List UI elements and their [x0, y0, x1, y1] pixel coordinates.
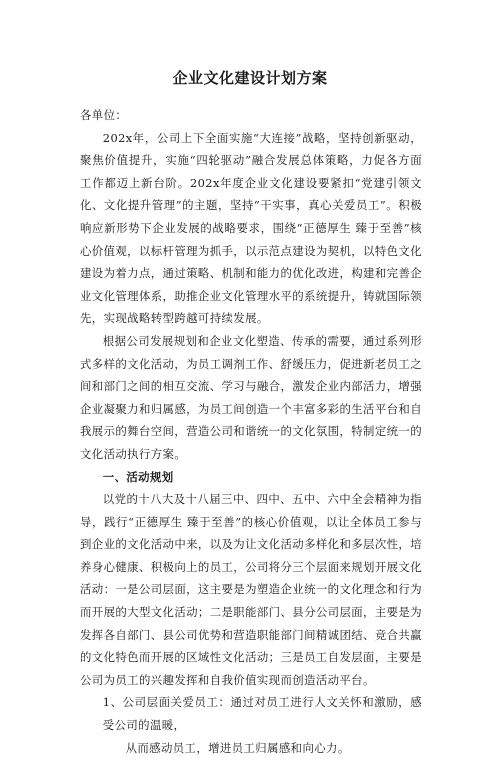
- document-body: [80, 104, 422, 759]
- paragraph-activity-plan: 以党的十八大及十八届三中、四中、五中、六中全会精神为指导，践行“正德厚生 臻于至善”的核心价值观，以让全体员工参与到企业的文化活动中来，以及为让文化活动多样化和多层次性，培养身心健康、积极向上的员工，公司将分三个层面来规划开展文化活动：一是公司层面，这主要是为塑造企业统一的文化理念和行为而开展的大型文化活动；二是职能部门、县分公司层面，主要是为发挥各自部门、县公司优势和营造职能部门间精诚团结、竞合共赢的文化特色而开展的区域性文化活动；三是员工自发层面，主要是公司为员工的兴趣发挥和自我价值实现而创造活动平台。: [80, 492, 422, 687]
- list-item-company-level: [80, 691, 422, 759]
- document-title: 企业文化建设计划方案: [172, 69, 328, 87]
- section-heading-activity-plan: 一、活动规划: [102, 469, 174, 484]
- paragraph-purpose: 根据公司发展规划和企业文化塑造、传承的需要，通过系列形式多样的文化活动，为员工调剂工作、舒缓压力，促进新老员工之间和部门之间的相互交流、学习与融合，激发企业内部活力，增强企业凝聚力和归属感，为员工间创造一个丰富多彩的生活平台和自我展示的舞台空间，营造公司和谐统一的文化氛围，特制定统一的文化活动执行方案。: [80, 333, 422, 461]
- list-item-line-2: 从而感动员工，增进员工归属感和向心力。: [125, 740, 350, 755]
- list-item-line-1: 1、公司层面关爱员工：通过对员工进行人文关怀和激励，感受公司的温暖，: [102, 695, 422, 733]
- paragraph-intro: 202x年，公司上下全面实施“大连接”战略，坚持创新驱动，聚焦价值提升，实施“四轮驱动”融合发展总体策略，力促各方面工作都迈上新台阶。202x年度企业文化建设要紧扣“党建引领文化、文化提升管理”的主题，坚持“干实事，真心关爱员工”。积极响应新形势下企业发展的战略要求，围绕“正德厚生 臻于至善”核心价值观，以标杆管理为抓手，以示范点建设为契机，以特色文化建设为着力点，通过策略、机制和能力的优化改进，构建和完善企业文化管理体系，助推企业文化管理水平的系统提升，铸就国际领先，实现战略转型跨越可持续发展。: [80, 130, 422, 326]
- salutation: 各单位：: [80, 108, 128, 122]
